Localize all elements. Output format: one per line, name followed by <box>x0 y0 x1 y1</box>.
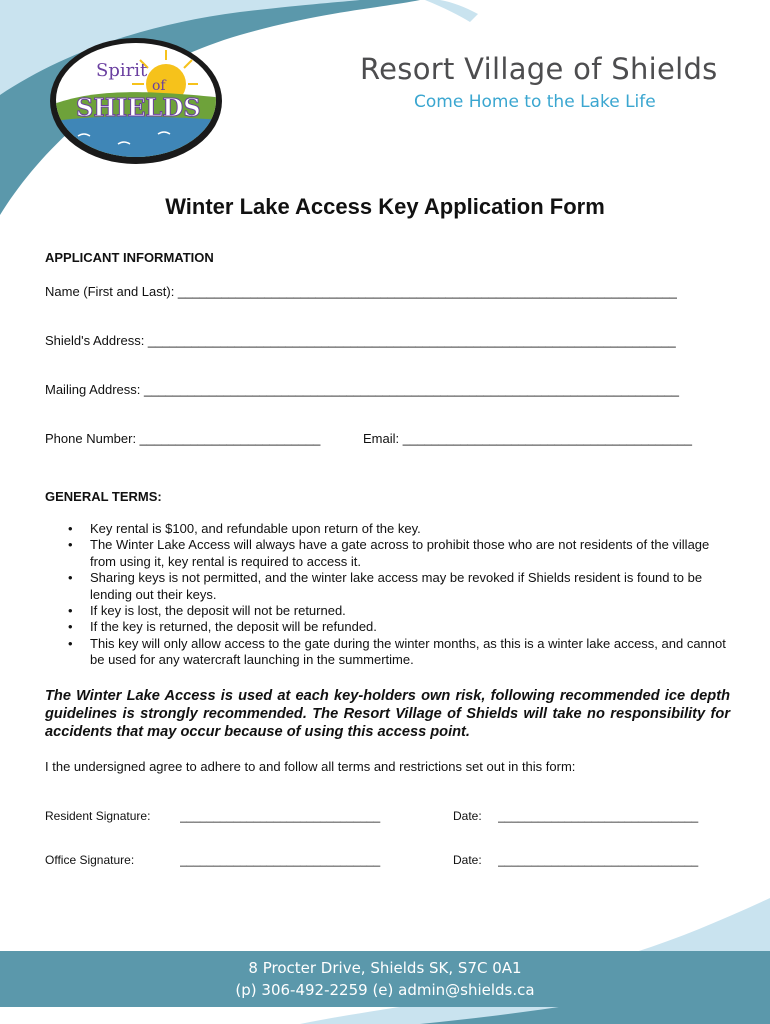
office-signature-label: Office Signature: <box>45 853 135 867</box>
bullet-icon: • <box>68 635 73 651</box>
resident-signature-label: Resident Signature: <box>45 809 151 823</box>
bullet-icon: • <box>68 537 73 553</box>
office-date-field[interactable]: ______________________________ <box>498 853 699 867</box>
list-item <box>68 619 733 635</box>
shields-address-field[interactable]: Shield's Address: _________________________________________________________________________ <box>45 333 676 348</box>
mailing-address-field[interactable]: Mailing Address: __________________________________________________________________________ <box>45 382 680 397</box>
term-text: Key rental is $100, and refundable upon return of the key. <box>90 521 421 536</box>
bullet-icon: • <box>68 570 73 586</box>
term-text: Sharing keys is not permitted, and the winter lake access may be revoked if Shields resident is found to be lending out their keys. <box>90 570 703 602</box>
bullet-icon: • <box>68 603 73 619</box>
office-date-label: Date: <box>453 853 482 867</box>
term-text: If the key is returned, the deposit will be refunded. <box>90 619 377 635</box>
name-field[interactable]: Name (First and Last): _____________________________________________________________________ <box>45 284 677 299</box>
logo-text-spirit: Spirit <box>96 60 148 81</box>
list-item <box>68 537 733 570</box>
resident-signature-field[interactable]: ______________________________ <box>180 809 381 823</box>
terms-list <box>68 521 733 669</box>
form-title: Winter Lake Access Key Application Form <box>165 194 605 219</box>
footer-address: 8 Procter Drive, Shields SK, S7C 0A1 <box>248 959 522 977</box>
term-text: This key will only allow access to the gate during the winter months, as this is a winter lake access, and cannot be used for any watercraft launching in the summertime. <box>90 635 726 668</box>
footer-contact: (p) 306-492-2259 (e) admin@shields.ca <box>235 981 535 999</box>
footer-contact-band <box>0 951 770 1007</box>
liability-notice: The Winter Lake Access is used at each key-holders own risk, following recommended ice depth guidelines is strongly recommended. The Resort Village of Shields will take no responsibility for accidents that may occur because of using this access point. <box>45 688 730 740</box>
applicant-info-heading: APPLICANT INFORMATION <box>45 250 214 265</box>
spirit-of-shields-logo <box>48 36 224 166</box>
term-text: If key is lost, the deposit will not be returned. <box>90 603 346 619</box>
resident-date-field[interactable]: ______________________________ <box>498 809 699 823</box>
term-text: The Winter Lake Access will always have a gate across to prohibit those who are not residents of the village from using it, key rental is required to access it. <box>90 537 710 569</box>
email-field[interactable]: Email: ________________________________________ <box>363 431 692 446</box>
logo-text-of: of <box>152 78 166 94</box>
resident-date-label: Date: <box>453 809 482 823</box>
logo-text-shields: SHIELDS <box>76 93 201 122</box>
organization-name: Resort Village of Shields <box>360 52 718 86</box>
bullet-icon: • <box>68 619 73 635</box>
office-signature-field[interactable]: ______________________________ <box>180 853 381 867</box>
list-item <box>68 603 733 619</box>
phone-number-field[interactable]: Phone Number: _________________________ <box>45 431 321 446</box>
bullet-icon: • <box>68 521 73 536</box>
list-item <box>68 521 733 537</box>
general-terms-heading: GENERAL TERMS: <box>45 489 162 504</box>
agreement-statement: I the undersigned agree to adhere to and follow all terms and restrictions set out in this form: <box>45 759 576 774</box>
list-item <box>68 636 733 669</box>
organization-tagline: Come Home to the Lake Life <box>414 92 656 112</box>
list-item <box>68 570 733 603</box>
